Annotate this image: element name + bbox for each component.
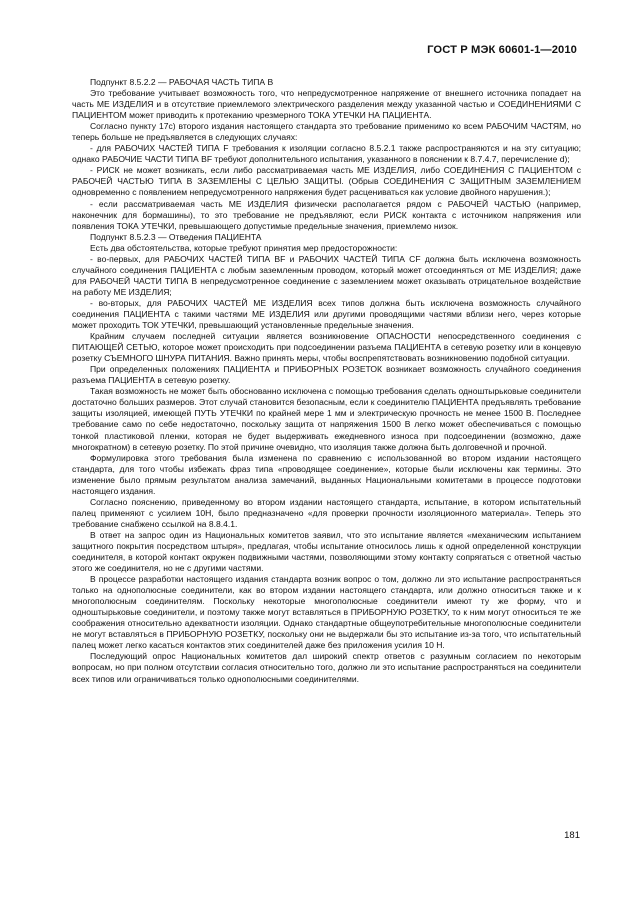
paragraph: При определенных положениях ПАЦИЕНТА и ПРИБОРНЫХ РОЗЕТОК возникает возможность случайного соединения разъема ПАЦИЕНТА в сетевую розетку. — [72, 364, 581, 386]
paragraph: Согласно пункту 17с) второго издания настоящего стандарта это требование применимо ко всем РАБОЧИМ ЧАСТЯМ, но теперь больше не предъявляется в следующих случаях: — [72, 121, 581, 143]
list-item: - РИСК не может возникать, если либо рассматриваемая часть МЕ ИЗДЕЛИЯ, либо СОЕДИНЕНИЯ С ПАЦИЕНТОМ с РАБОЧЕЙ ЧАСТЬЮ ТИПА В ЗАЗЕМЛЕНЫ С ЦЕЛЬЮ ЗАЩИТЫ. (Обрыв СОЕДИНЕНИЯ С ЗАЩИТНЫМ ЗАЗЕМЛЕНИЕМ одновременно с появлением непредусмотренного напряжения будет расцениваться как условие двойного нарушения.); — [72, 165, 581, 198]
paragraph: Такая возможность не может быть обоснованно исключена с помощью требования сделать одноштырьковые соединители достаточно больших размеров. Этот случай становится безопасным, если к соединителю ПАЦИЕНТА предъявлять требование защиты изоляцией, имеющей ПУТЬ УТЕЧКИ по крайней мере 1 мм и электрическую прочность не менее 1500 В. Последнее требование само по себе недостаточно, поскольку защита от напряжения 1500 В легко может обеспечиваться с помощью тонкой пластиковой пленки, которая не будет выдерживать ежедневного износа при подсоединении (возможно, даже многократном) в сетевую розетку. По этой причине очевидно, что изоляция также должна быть долговечной и прочной. — [72, 386, 581, 452]
paragraph: Крайним случаем последней ситуации является возникновение ОПАСНОСТИ непосредственного соединения с ПИТАЮЩЕЙ СЕТЬЮ, которое может происходить при подсоединении разъема ПАЦИЕНТА в сетевую розетку или в концевую розетку СЪЕМНОГО ШНУРА ПИТАНИЯ. Важно принять меры, чтобы воспрепятствовать возникновению подобной ситуации. — [72, 331, 581, 364]
standard-header: ГОСТ Р МЭК 60601-1—2010 — [427, 44, 577, 56]
subclause-heading: Подпункт 8.5.2.3 — Отведения ПАЦИЕНТА — [90, 231, 262, 242]
paragraph: Согласно пояснению, приведенному во втором издании настоящего стандарта, испытание, в котором испытательный палец применяют с усилием 10Н, было предназначено «для проверки прочности изоляционного материала». Теперь это требование снабжено ссылкой на 8.8.4.1. — [72, 496, 581, 529]
list-item: - для РАБОЧИХ ЧАСТЕЙ ТИПА F требования к изоляции согласно 8.5.2.1 также распространяются и на эту ситуацию; однако РАБОЧИЕ ЧАСТИ ТИПА BF требуют дополнительного испытания, указанного в пояснении к 8.7.4.7, перечисление d); — [72, 143, 581, 165]
paragraph: Это требование учитывает возможность того, что непредусмотренное напряжение от внешнего источника попадает на часть МЕ ИЗДЕЛИЯ и в отсутствие приемлемого электрического разделения между указанной частью и СОЕДИНЕНИЯМИ С ПАЦИЕНТОМ может приводить к протеканию чрезмерного ТОКА УТЕЧКИ НА ПАЦИЕНТА. — [72, 88, 581, 121]
paragraph: В процессе разработки настоящего издания стандарта возник вопрос о том, должно ли это испытание распространяться только на однополюсные соединители, как во втором издании настоящего стандарта, или должно относиться также и к многополюсным соединителям. Поскольку некоторые многополюсные соединители имеют ту же форму, что и одноштырьковые соединители, и поэтому также могут вставляться в ПРИБОРНУЮ РОЗЕТКУ, то к ним могут относиться те же соображения относительно адекватности изоляции. Однако стандартные общеупотребительные многополюсные соединители не могут вставляться в ПРИБОРНУЮ РОЗЕТКУ, поскольку они не выдержали бы это испытание из-за того, что испытательный палец может легко касаться контактов этих соединителей даже без приложения усилия 10 Н. — [72, 574, 581, 651]
subclause-heading: Подпункт 8.5.2.2 — РАБОЧАЯ ЧАСТЬ ТИПА B — [90, 77, 274, 87]
page-number: 181 — [564, 830, 580, 841]
list-item: - во-первых, для РАБОЧИХ ЧАСТЕЙ ТИПА BF и РАБОЧИХ ЧАСТЕЙ ТИПА CF должна быть исключена возможность случайного соединения ПАЦИЕНТА с любым заземленным проводом, который может отсоединяться от МЕ ИЗДЕЛИЯ; даже для РАБОЧЕЙ ЧАСТИ ТИПА В непредусмотренное соединение с заземлением может оказывать отрицательное воздействие на работу МЕ ИЗДЕЛИЯ; — [72, 253, 581, 297]
list-item: - во-вторых, для РАБОЧИХ ЧАСТЕЙ МЕ ИЗДЕЛИЯ всех типов должна быть исключена возможность случайного соединения ПАЦИЕНТА с такими частями МЕ ИЗДЕЛИЯ или другими проводящими частями вблизи него, через которые может проходить ТОК УТЕЧКИ, превышающий установленные предельные значения. — [72, 297, 581, 331]
body-text — [72, 77, 581, 685]
paragraph: В ответ на запрос один из Национальных комитетов заявил, что это испытание является «механическим испытанием защитного покрытия посредством штыря», предлагая, чтобы испытание относилось лишь к одной определенной конструкции соединителя, в которой контакт окружен подвижными частями, позволяющими этому контакту сопрягаться с ответной частью этого же соединителя, но не с другими частями. — [72, 529, 581, 574]
paragraph: Последующий опрос Национальных комитетов дал широкий спектр ответов с разумным согласием по некоторым вопросам, но при полном отсутствии согласия относительно того, должно ли это испытание распространяться на соединители всех типов или ограничиваться только однополюсными соединителями. — [72, 651, 581, 684]
paragraph: Есть два обстоятельства, которые требуют принятия мер предосторожности: — [90, 242, 398, 253]
list-item: - если рассматриваемая часть МЕ ИЗДЕЛИЯ физически располагается рядом с РАБОЧЕЙ ЧАСТЬЮ (например, наконечник для бормашины), то это требование не предъявляют, если РИСК контакта с источником напряжения или появления ТОКА УТЕЧКИ, превышающего допустимые предельные значения, приемлемо низок. — [72, 198, 581, 231]
paragraph: Формулировка этого требования была изменена по сравнению с использованной во втором издании настоящего стандарта, для того чтобы избежать фраз типа «проводящее соединение», которые были исключены как термины. Это изменение было прямым результатом анализа замечаний, выданных Национальными комитетами в процессе подготовки настоящего издания. — [72, 452, 581, 496]
